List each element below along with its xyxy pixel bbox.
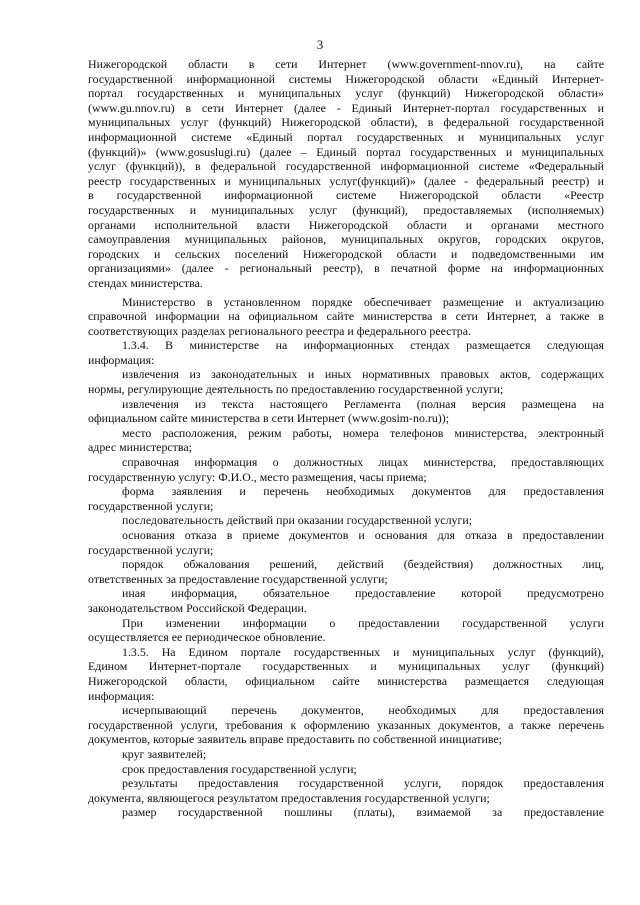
page-number: 3 xyxy=(316,37,324,52)
text-line: порядок обжалования решений, действий (бездействия) должностных лиц, xyxy=(122,557,604,572)
text-line: Министерство в установленном порядке обеспечивает размещение и актуализацию xyxy=(122,294,604,309)
text-line: ответственных за предоставление государственной услуги; xyxy=(88,571,388,586)
text-line: информация: xyxy=(88,688,155,703)
document-body xyxy=(88,57,604,820)
text-line: услуг (функций)), в федеральной государственной информационной системе «Федеральный xyxy=(88,159,604,174)
text-line: государственную услугу: Ф.И.О., место размещения, часы приема; xyxy=(88,469,427,484)
text-line: городских и сельских поселений Нижегородской области и подведомственными им xyxy=(88,246,604,261)
text-line: информационной системе «Единый портал государственных и муниципальных услуг xyxy=(88,129,604,144)
text-line: Нижегородской области, официальном сайте министерства размещается следующая xyxy=(88,673,604,688)
text-line: законодательством Российской Федерации. xyxy=(88,600,307,615)
text-line: самоуправления муниципальных районов, муниципальных округов, городских округов, xyxy=(88,232,604,247)
text-line: документов, которые заявитель вправе предоставить по собственной инициативе; xyxy=(88,732,502,747)
text-line: справочной информации на официальном сайте министерства в сети Интернет, а также в xyxy=(88,309,604,324)
text-line: размер государственной пошлины (платы), взимаемой за предоставление xyxy=(122,805,604,820)
text-line: органами исполнительной власти Нижегородской области и органами местного xyxy=(88,217,604,232)
text-line: 1.3.5. На Едином портале государственных и муниципальных услуг (функций), xyxy=(122,644,604,659)
text-line: документа, являющегося результатом предоставления государственной услуги; xyxy=(88,790,490,805)
text-line: (www.gu.nnov.ru) в сети Интернет (далее - Единый Интернет-портал государственных и xyxy=(88,100,604,115)
text-line: круг заявителей; xyxy=(122,746,207,761)
text-line: справочная информация о должностных лицах министерства, предоставляющих xyxy=(122,455,604,470)
text-line: информация: xyxy=(88,352,155,367)
text-line: место расположения, режим работы, номера телефонов министерства, электронный xyxy=(122,425,604,440)
text-line: результаты предоставления государственной услуги, порядок предоставления xyxy=(122,776,604,791)
text-line: исчерпывающий перечень документов, необходимых для предоставления xyxy=(122,703,604,718)
text-line: извлечения из текста настоящего Регламента (полная версия размещена на xyxy=(122,396,604,411)
text-line: срок предоставления государственной услуги; xyxy=(122,761,357,776)
text-line: нормы, регулирующие деятельность по предоставлению государственной услуги; xyxy=(88,382,504,397)
text-line: осуществляется ее периодическое обновление. xyxy=(88,630,326,645)
text-line: адрес министерства; xyxy=(88,440,192,455)
text-line: основания отказа в приеме документов и основания для отказа в предоставлении xyxy=(122,528,604,542)
text-line: Едином Интернет-портале государственных и муниципальных услуг (функций) xyxy=(88,659,604,674)
text-line: официальном сайте министерства в сети Интернет (www.gosim-no.ru)); xyxy=(88,411,450,426)
text-line: соответствующих разделах регионального реестра и федерального реестра. xyxy=(88,323,472,338)
text-line: Нижегородской области в сети Интернет (www.government-nnov.ru), на сайте xyxy=(88,57,604,71)
text-line: При изменении информации о предоставлении государственной услуги xyxy=(122,615,604,630)
text-line: форма заявления и перечень необходимых документов для предоставления xyxy=(122,484,604,499)
text-line: портал государственных и муниципальных услуг (функций) Нижегородской области» xyxy=(88,86,604,101)
text-line: государственной услуги; xyxy=(88,542,214,557)
text-line: последовательность действий при оказании государственной услуги; xyxy=(122,513,473,528)
text-line: 1.3.4. В министерстве на информационных стендах размещается следующая xyxy=(122,338,604,353)
text-line: государственной услуги; xyxy=(88,498,214,513)
text-line: (функций)» (www.gosuslugi.ru) (далее – Единый портал государственных и муниципальных xyxy=(88,144,604,159)
text-line: государственных и муниципальных услуг (функций), предоставляемых (исполняемых) xyxy=(88,202,604,217)
text-line: государственной информационной системы Нижегородской области «Единый Интернет- xyxy=(88,71,604,86)
text-line: в государственной информационной системе Нижегородской области «Реестр xyxy=(88,188,604,203)
text-line: извлечения из законодательных и иных нормативных правовых актов, содержащих xyxy=(122,367,604,382)
text-line: стендах министерства. xyxy=(88,275,203,290)
text-line: государственной услуги, требования к оформлению указанных документов, а также перечень xyxy=(88,717,604,732)
text-line: организациями» (далее - региональный реестр), в печатной форме на информационных xyxy=(88,261,604,276)
text-line: муниципальных услуг (функций) Нижегородской области), в федеральной государственной xyxy=(88,115,604,130)
text-line: иная информация, обязательное предоставление которой предусмотрено xyxy=(122,586,604,601)
text-line: реестр государственных и муниципальных услуг(функций)» (далее - федеральный реестр) и xyxy=(88,173,604,188)
